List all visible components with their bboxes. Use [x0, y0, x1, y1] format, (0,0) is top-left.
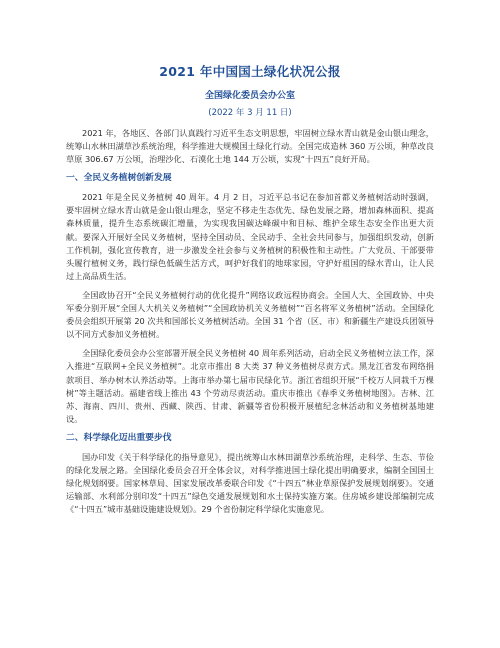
document-date: (2022 年 3 月 11 日) — [208, 108, 292, 118]
document-title: 2021 年中国国土绿化状况公报 — [159, 64, 341, 79]
document-issuer: 全国绿化委员会办公室 — [204, 91, 295, 101]
section1-paragraph-2: 全国政协召开“全民义务植树行动的优化提升”网络议政远程协商会。全国人大、全国政协、中央军委分别开展“全国人大机关义务植树”“全国政协机关义务植树”“百名将军义务植树”活动。全国绿化委员会组织开展第 20 次共和国部长义务植树活动。全国 31 个省（区、市）和新疆生产建设兵团领导以不同方式参加义务植树。 — [66, 289, 434, 340]
section2-paragraph-1: 国办印发《关于科学绿化的指导意见》，提出统筹山水林田湖草沙系统治理，走科学、生态、节俭的绿化发展之路。全国绿化委员会召开全体会议，对科学推进国土绿化提出明确要求，编制全国国土绿化规划纲要。国家林草局、国家发展改革委联合印发《“十四五”林业草原保护发展规划纲要》。交通运输部、水利部分别印发“十四五”绿色交通发展规划和水土保持实施方案。住房城乡建设部编制完成《“十四五”城市基础设施建设规划》。29 个省份制定科学绿化实施意见。 — [66, 451, 434, 515]
section1-paragraph-1: 2021 年是全民义务植树 40 周年。4 月 2 日，习近平总书记在参加首都义务植树活动时强调，要牢固树立绿水青山就是金山银山理念，坚定不移走生态优先、绿色发展之路，增加森林面积、提高森林质量，提升生态系统碳汇增量，为实现我国碳达峰碳中和目标、维护全球生态安全作出更大贡献。要深入开展好全民义务植树，坚持全国动员、全民动手、全社会共同参与，加强组织发动，创新工作机制，强化宣传教育，进一步激发全社会参与义务植树的积极性和主动性。广大党员、干部要带头履行植树义务，践行绿色低碳生活方式，呵护好我们的地球家园，守护好祖国的绿水青山，让人民过上高品质生活。 — [66, 192, 434, 281]
intro-paragraph: 2021 年，各地区、各部门认真践行习近平生态文明思想，牢固树立绿水青山就是金山银山理念，统筹山水林田湖草沙系统治理，科学推进大规模国土绿化行动。全国完成造林 360 万公顷，种草改良草原 306.67 万公顷，治理沙化、石漠化土地 144 万公顷，实现“十四五”良好开局。 — [66, 128, 434, 165]
section-heading-2: 二、科学绿化迈出重要步伐 — [66, 432, 172, 443]
section-heading-1: 一、全民义务植树创新发展 — [66, 173, 172, 184]
section1-paragraph-3: 全国绿化委员会办公室部署开展全民义务植树 40 周年系列活动，启动全民义务植树立法工作，深入推进“互联网+全民义务植树”。北京市推出 8 大类 37 种义务植树尽责方式。黑龙江省发布网络捐款项目、举办树木认养活动等。上海市举办第七届市民绿化节。浙江省组织开展“千校万人同栽千万棵树”等主题活动。福建省线上推出 43 个劳动尽责活动。重庆市推出《春季义务植树地图》。吉林、江苏、海南、四川、贵州、西藏、陕西、甘肃、新疆等省份积极开展植纪念林活动和义务植树基地建设。 — [66, 348, 434, 424]
